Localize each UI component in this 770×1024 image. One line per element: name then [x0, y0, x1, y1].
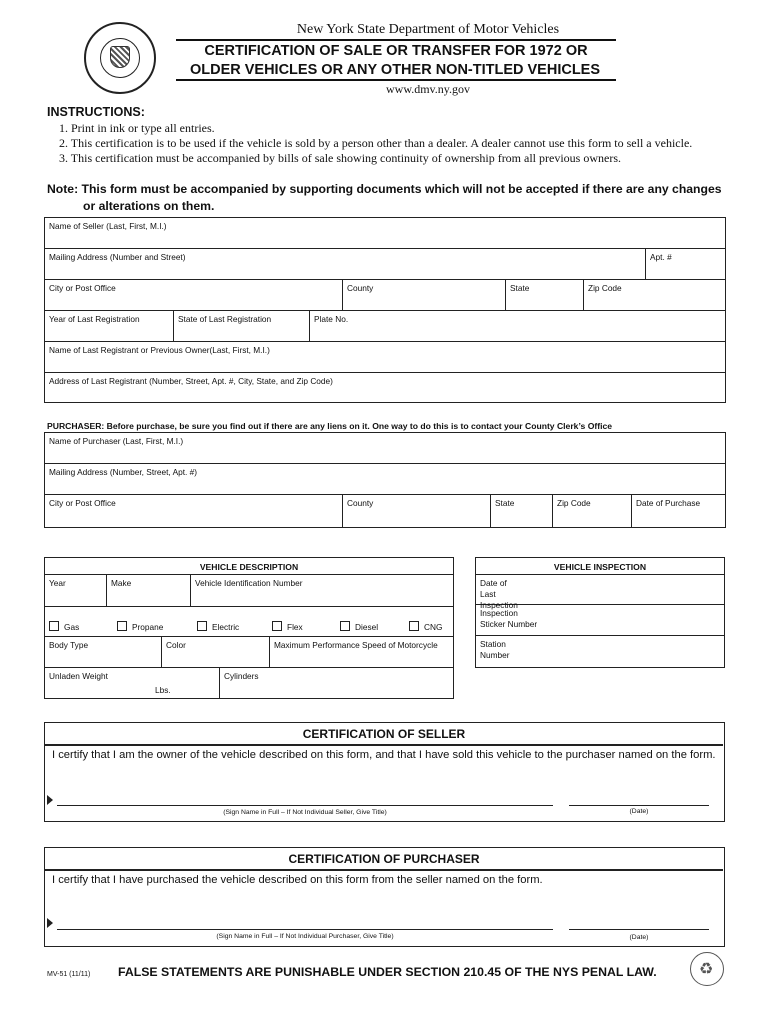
note — [47, 181, 737, 215]
inspection-date-field[interactable]: Date of Last Inspection — [476, 574, 724, 605]
fuel-electric[interactable]: Electric — [197, 621, 239, 633]
note-line2: or alterations on them. — [83, 199, 215, 213]
last-registrant-name-field[interactable]: Name of Last Registrant or Previous Owner(Last, First, M.I.) — [45, 342, 725, 373]
fuel-propane[interactable]: Propane — [117, 621, 163, 633]
seller-name-field[interactable]: Name of Seller (Last, First, M.I.) — [45, 218, 725, 249]
cng-checkbox[interactable] — [409, 621, 419, 631]
vehicle-inspection-title: VEHICLE INSPECTION — [553, 562, 647, 572]
seller-section — [44, 217, 726, 403]
color-field[interactable]: Color — [162, 637, 270, 668]
fuel-gas[interactable]: Gas — [49, 621, 79, 633]
seller-zip-field[interactable]: Zip Code — [584, 280, 725, 311]
body-type-field[interactable]: Body Type — [45, 637, 162, 668]
cert-seller-title: CERTIFICATION OF SELLER — [302, 727, 466, 741]
seller-date-line[interactable] — [569, 805, 709, 806]
purchase-date-field[interactable]: Date of Purchase — [636, 498, 701, 508]
instruction-2: 2. This certification is to be used if the vehicle is sold by a person other than a dealer. A dealer cannot use this form to sell a vehicle. — [59, 136, 693, 150]
cert-purchaser-section — [44, 847, 725, 947]
seller-signature-line[interactable] — [57, 805, 553, 806]
propane-checkbox[interactable] — [117, 621, 127, 631]
gas-checkbox[interactable] — [49, 621, 59, 631]
penal-law-warning: FALSE STATEMENTS ARE PUNISHABLE UNDER SECTION 210.45 OF THE NYS PENAL LAW. — [118, 965, 657, 979]
note-label: Note — [47, 182, 75, 196]
seller-city-field[interactable]: City or Post Office — [45, 280, 343, 311]
inspection-sticker-field[interactable]: Inspection Sticker Number — [476, 605, 724, 636]
purchaser-county-field[interactable]: County — [343, 495, 491, 527]
purchaser-zip-field[interactable]: Zip Code — [553, 495, 632, 527]
form-title-line1: CERTIFICATION OF SALE OR TRANSFER FOR 1972 OR — [204, 43, 588, 59]
purchaser-name-field[interactable]: Name of Purchaser (Last, First, M.I.) — [45, 433, 725, 464]
purchaser-mailing-field[interactable]: Mailing Address (Number, Street, Apt. #) — [45, 464, 725, 495]
instruction-1: 1. Print in ink or type all entries. — [59, 121, 215, 135]
unladen-weight-field[interactable] — [45, 668, 220, 698]
nys-seal — [84, 22, 156, 94]
fuel-diesel[interactable]: Diesel — [340, 621, 378, 633]
cert-seller-text: I certify that I am the owner of the vehicle described on this form, and that I have sold this vehicle to the purchaser named on the form. — [52, 749, 716, 761]
seller-county-field[interactable]: County — [343, 280, 506, 311]
cert-seller-section — [44, 722, 725, 822]
vehicle-year-field[interactable]: Year — [45, 574, 107, 607]
flex-checkbox[interactable] — [272, 621, 282, 631]
recycle-icon: ♻ — [690, 952, 724, 986]
fuel-type-row — [45, 607, 453, 637]
cert-purchaser-text: I certify that I have purchased the vehicle described on this form from the seller named on the form. — [52, 874, 543, 886]
diesel-checkbox[interactable] — [340, 621, 350, 631]
fuel-flex[interactable]: Flex — [272, 621, 303, 633]
cert-purchaser-divider — [45, 869, 723, 871]
instructions-heading: INSTRUCTIONS: — [47, 105, 145, 119]
sign-here-arrow-icon — [47, 795, 53, 805]
station-number-field[interactable]: Station Number — [480, 639, 510, 660]
header-rule — [176, 39, 616, 41]
purchaser-sign-caption: (Sign Name in Full – If Not Individual Purchaser, Give Title) — [216, 933, 394, 940]
department-name: New York State Department of Motor Vehicles — [296, 22, 560, 37]
vehicle-inspection-section — [475, 557, 725, 668]
max-speed-field[interactable]: Maximum Performance Speed of Motorcycle — [270, 637, 453, 668]
cert-seller-divider — [45, 744, 723, 746]
seller-date-caption: (Date) — [629, 808, 649, 815]
seller-sign-caption: (Sign Name in Full – If Not Individual Seller, Give Title) — [223, 809, 387, 816]
seller-state-field[interactable]: State — [506, 280, 584, 311]
purchaser-section — [44, 432, 726, 528]
vehicle-description-section — [44, 557, 454, 699]
last-registrant-address-field[interactable]: Address of Last Registrant (Number, Street, Apt. #, City, State, and Zip Code) — [49, 376, 333, 386]
instruction-3: 3. This certification must be accompanied by bills of sale showing continuity of ownership from all previous owners. — [59, 151, 621, 165]
fuel-cng[interactable]: CNG — [409, 621, 442, 633]
purchaser-heading: PURCHASER: Before purchase, be sure you find out if there are any liens on it. One way to do this is to contact your County Clerk’s Office — [47, 421, 613, 431]
header-rule-bottom — [176, 79, 616, 81]
year-last-registration-field[interactable]: Year of Last Registration — [45, 311, 174, 342]
purchaser-state-field[interactable]: State — [491, 495, 553, 527]
state-last-registration-field[interactable]: State of Last Registration — [174, 311, 310, 342]
seller-apt-field[interactable]: Apt. # — [646, 249, 725, 280]
form-number: MV-51 (11/11) — [47, 971, 91, 978]
website: www.dmv.ny.gov — [386, 82, 470, 96]
vin-field[interactable]: Vehicle Identification Number — [191, 574, 453, 607]
purchaser-date-line[interactable] — [569, 929, 709, 930]
seller-mailing-field[interactable]: Mailing Address (Number and Street) — [45, 249, 646, 280]
sign-here-arrow-icon — [47, 918, 53, 928]
purchaser-date-caption: (Date) — [629, 934, 649, 941]
lbs-label: Lbs. — [155, 685, 171, 695]
purchaser-signature-line[interactable] — [57, 929, 553, 930]
cert-purchaser-title: CERTIFICATION OF PURCHASER — [288, 852, 480, 866]
vehicle-make-field[interactable]: Make — [107, 574, 191, 607]
note-line1: : This form must be accompanied by supporting documents which will not be accepted if there are any changes — [74, 182, 722, 196]
unladen-weight-label: Unladen Weight — [49, 671, 108, 681]
vehicle-description-title: VEHICLE DESCRIPTION — [199, 562, 299, 572]
purchaser-city-field[interactable]: City or Post Office — [45, 495, 343, 527]
cylinders-field[interactable]: Cylinders — [224, 671, 259, 681]
form-title-line2: OLDER VEHICLES OR ANY OTHER NON-TITLED VEHICLES — [189, 62, 601, 78]
electric-checkbox[interactable] — [197, 621, 207, 631]
plate-number-field[interactable]: Plate No. — [310, 311, 725, 342]
